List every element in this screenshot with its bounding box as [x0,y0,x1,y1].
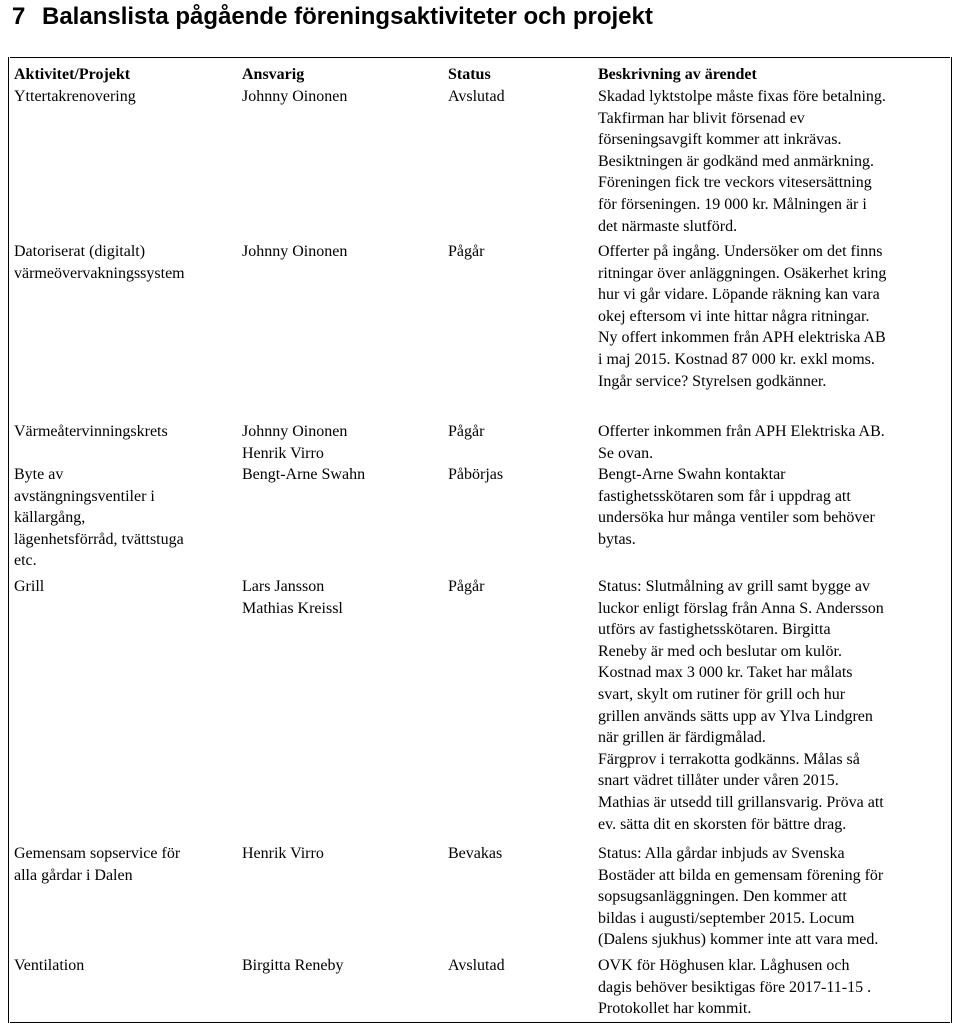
cell-description: det närmaste slutförd. [598,217,738,235]
cell-description: Bengt-Arne Swahn kontaktar [598,466,786,483]
cell-description: sopsugsanläggningen. Den kommer att [598,888,847,906]
cell-description: luckor enligt förslag från Anna S. Andersson [598,599,884,617]
cell-description: ev. sätta dit en skorsten för bättre drag. [598,815,847,833]
header-description: Beskrivning av ärendet [598,66,757,83]
cell-responsible: Lars Jansson [242,578,325,595]
cell-description: Skadad lyktstolpe måste fixas före betalning. [598,88,886,105]
cell-responsible: Johnny Oinonen [242,423,348,440]
cell-status: Pågår [448,423,485,440]
cell-description: Se ovan. [598,444,654,462]
cell-activity: Gemensam sopservice för [14,845,181,862]
cell-description: Status: Alla gårdar inbjuds av Svenska [598,845,845,862]
cell-description: Ny offert inkommen från APH elektriska AB [598,329,886,347]
cell-description: OVK för Höghusen klar. Låghusen och [598,957,850,974]
cell-description: undersöka hur många ventiler som behöver [598,509,875,527]
cell-description: utförs av fastighetsskötaren. Birgitta [598,621,831,639]
cell-responsible: Birgitta Reneby [242,957,344,974]
cell-activity: Grill [14,578,45,595]
cell-description: bildas i augusti/september 2015. Locum [598,909,855,927]
cell-description: Reneby är med och beslutar om kulör. [598,642,842,660]
cell-description: Kostnad max 3 000 kr. Taket har målats [598,664,853,682]
header-status: Status [448,66,491,83]
section-number: 7 [12,3,26,30]
cell-activity: Ventilation [14,957,85,974]
cell-description: Föreningen fick tre veckors vitesersättning [598,174,872,192]
cell-status: Bevakas [448,845,503,862]
cell-status: Pågår [448,578,485,595]
cell-status: Påbörjas [448,466,504,483]
cell-status: Pågår [448,243,485,260]
cell-description: Offerter på ingång. Undersöker om det finns [598,243,883,260]
cell-description: dagis behöver besiktigas före 2017-11-15 . [598,978,872,996]
cell-description: Takfirman har blivit försenad ev [598,109,805,127]
cell-description: Besiktningen är godkänd med anmärkning. [598,152,874,170]
cell-description: Offerter inkommen från APH Elektriska AB. [598,423,885,440]
cell-description: Bostäder att bilda en gemensam förening för [598,866,884,884]
cell-description: svart, skylt om rutiner för grill och hur [598,686,846,703]
table-border-top [10,57,950,58]
cell-activity: etc. [14,552,37,570]
table-border-right [951,57,952,1023]
cell-description: för förseningen. 19 000 kr. Målningen är i [598,196,867,213]
cell-description: (Dalens sjukhus) kommer inte att vara med. [598,931,879,949]
cell-activity: lägenhetsförråd, tvättstuga [14,530,184,548]
cell-description: hur vi går vidare. Löpande räkning kan vara [598,286,880,304]
cell-description: bytas. [598,530,636,548]
cell-activity: källargång, [14,509,86,527]
header-activity: Aktivitet/Projekt [14,66,131,83]
table-border-left [8,57,9,1023]
cell-description: Protokollet har kommit. [598,1000,752,1018]
cell-responsible: Mathias Kreissl [242,599,343,617]
cell-activity: alla gårdar i Dalen [14,866,133,884]
cell-responsible: Henrik Virro [242,444,324,462]
cell-status: Avslutad [448,957,505,974]
cell-responsible: Johnny Oinonen [242,88,348,105]
cell-responsible: Bengt-Arne Swahn [242,466,366,483]
cell-responsible: Johnny Oinonen [242,243,348,260]
cell-description: fastighetsskötaren som får i uppdrag att [598,487,851,505]
cell-description: okej eftersom vi inte hittar några ritningar. [598,307,870,325]
cell-activity: Byte av [14,466,64,483]
cell-status: Avslutad [448,88,505,105]
cell-description: snart vädret tillåter under våren 2015. [598,772,839,790]
cell-activity: Datoriserat (digitalt) [14,243,146,260]
header-responsible: Ansvarig [242,66,305,83]
cell-description: i maj 2015. Kostnad 87 000 kr. exkl moms. [598,351,875,368]
cell-activity: Yttertakrenovering [14,88,136,105]
cell-responsible: Henrik Virro [242,845,324,862]
table-border-bottom [10,1022,950,1023]
cell-description: Färgprov i terrakotta godkänns. Målas så [598,750,860,768]
cell-description: grillen används sätts upp av Ylva Lindgren [598,707,873,725]
cell-activity: värmeövervakningssystem [14,264,185,282]
cell-description: ritningar över anläggningen. Osäkerhet kring [598,264,887,282]
cell-description: Mathias är utsedd till grillansvarig. Pröva att [598,794,884,811]
cell-description: förseningsavgift kommer att inkrävas. [598,131,842,149]
section-title: Balanslista pågående föreningsaktiviteter och projekt [42,3,653,30]
cell-activity: Värmeåtervinningskrets [14,423,168,440]
cell-description: Ingår service? Styrelsen godkänner. [598,372,827,390]
section-heading [12,2,653,32]
cell-activity: avstängningsventiler i [14,487,155,505]
cell-description: när grillen är färdigmålad. [598,729,766,747]
cell-description: Status: Slutmålning av grill samt bygge av [598,578,870,595]
